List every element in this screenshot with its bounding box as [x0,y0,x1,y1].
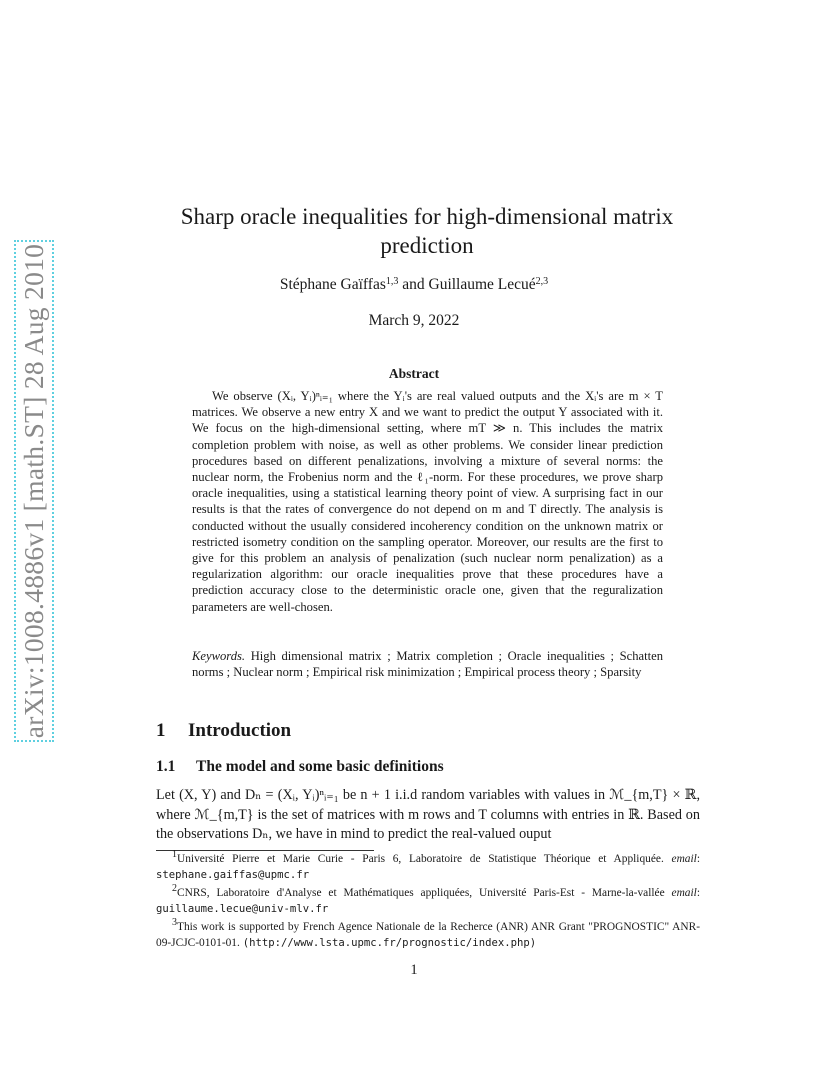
paper-date: March 9, 2022 [368,312,460,329]
author-1: Stéphane Gaïffas [279,276,386,293]
footnote-1-email-label: email [671,853,697,865]
arxiv-stamp-text: arXiv:1008.4886v1 [math.ST] 28 Aug 2010 [18,243,49,739]
author-2-affil: 2,3 [535,276,549,287]
keywords-text: High dimensional matrix ; Matrix completion ; Oracle inequalities ; Schatten norms ; Nuclear norm ; Empirical risk minimization ; Empirical process theory ; Sparsity [192,649,663,680]
section-title: Introduction [188,720,292,741]
subsection-number: 1.1 [156,758,176,775]
keywords-label: Keywords. [192,649,246,663]
footnote-1: $^1$Université Pierre et Marie Curie - Paris 6, Laboratoire de Statistique Théorique et Appliquée. email: stephane.gaiffas@upmc.fr [156,849,700,881]
subsection-heading [156,758,444,776]
footnote-3 [156,917,700,951]
page-number: 1 [410,962,418,978]
abstract-body: We observe (Xᵢ, Yᵢ)ⁿᵢ₌₁ where the Yᵢ's are real valued outputs and the Xᵢ's are m × T matrices. We observe a new entry X and we want to predict the output Y associated with it. We focus on the high-dimensional setting, where mT ≫ n. This includes the matrix completion problem with noise, as well as other problems. We consider linear prediction procedures based on different penalizations, involving a mixture of several norms: the nuclear norm, the Frobenius norm and the ℓ₁-norm. For these procedures, we prove sharp oracle inequalities, using a statistical learning theory point of view. A surprising fact in our results is that the rates of convergence do not depend on m and T directly. The analysis is conducted without the usually considered incoherency condition on the unknown matrix or restricted isometry condition on the sampling operator. Moreover, our results are the first to give for this problem an analysis of penalization (such nuclear norm penalization) as a regularization algorithm: our oracle inequalities prove that these procedures have a prediction accuracy close to the deterministic oracle one, given that the reguralization parameters are well-chosen. [192,389,663,614]
author-line [0,276,828,294]
keywords [192,648,663,680]
footnote-3-mark: 3 [172,917,177,928]
subsection-title: The model and some basic definitions [196,758,444,775]
section-heading [156,720,291,742]
section-number: 1 [156,720,166,741]
author-1-affil: 1,3 [385,276,399,287]
abstract-heading: Abstract [388,366,440,381]
footnote-1-email[interactable]: stephane.gaiffas@upmc.fr [156,868,310,881]
footnote-3-text: This work is supported by French Agence Nationale de la Recherce (ANR) ANR Grant "PROGNOSTIC" ANR-09-JCJC-0101-01. [156,921,700,949]
footnote-2-mark: 2 [172,883,177,894]
author-conjunction: and [398,276,429,293]
footnote-2: $^2$CNRS, Laboratoire d'Analyse et Mathématiques appliquées, Université Paris-Est - Marne-la-vallée email: guillaume.lecue@univ-mlv.fr [156,883,700,915]
footnote-2-text: CNRS, Laboratoire d'Analyse et Mathématiques appliquées, Université Paris-Est - Marne-la-vallée [177,887,672,899]
footnote-2-email[interactable]: guillaume.lecue@univ-mlv.fr [156,902,329,915]
footnote-1-text: Université Pierre et Marie Curie - Paris 6, Laboratoire de Statistique Théorique et Appliquée. [177,853,672,865]
footnote-3-url[interactable]: (http://www.lsta.upmc.fr/prognostic/index.php) [242,936,537,949]
intro-paragraph: Let (X, Y) and Dₙ = (Xᵢ, Yᵢ)ⁿᵢ₌₁ be n + 1 i.i.d random variables with values in ℳ_{m,T} × ℝ, where ℳ_{m,T} is the set of matrices with m rows and T columns with entries in ℝ. Based on the observations Dₙ, we have in mind to predict the real-valued ouput [156,787,700,842]
author-2: Guillaume Lecué [428,276,536,293]
footnotes [156,850,700,951]
footnote-1-mark: 1 [172,849,177,860]
footnote-2-email-label: email [671,887,697,899]
paper-title: Sharp oracle inequalities for high-dimensional matrix prediction [180,204,674,258]
